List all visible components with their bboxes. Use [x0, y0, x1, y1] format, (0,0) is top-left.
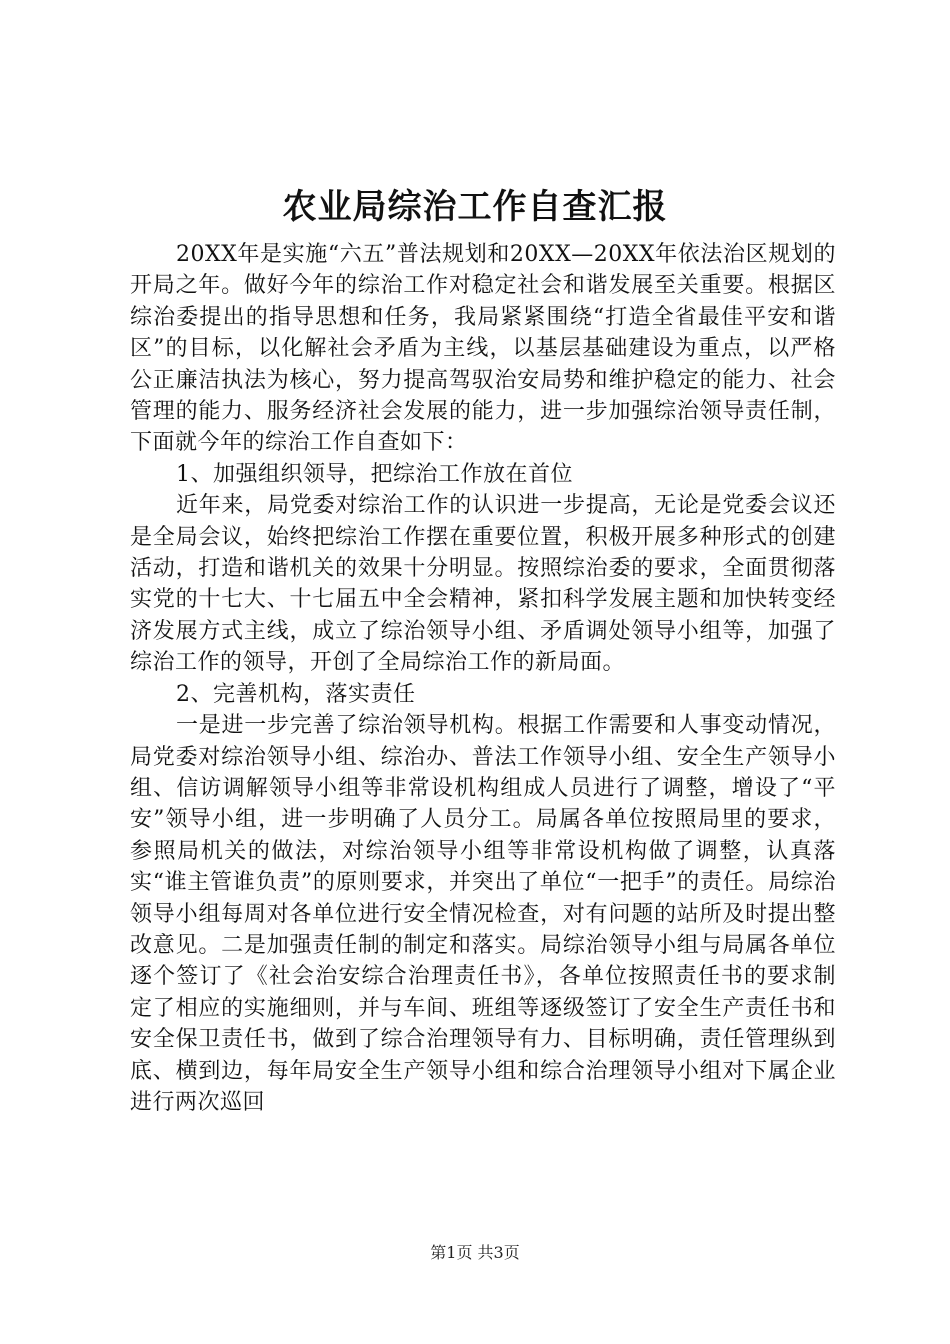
section-heading-2: 2、完善机构，落实责任: [176, 681, 416, 707]
section-1-paragraph: 近年来，局党委对综治工作的认识进一步提高，无论是党委会议还是全局会议，始终把综治工作摆在重要位置，积极开展多种形式的创建活动，打造和谐机关的效果十分明显。按照综治委的要求，全面贯彻落实党的十七大、十七届五中全会精神，紧扣科学发展主题和加快转变经济发展方式主线，成立了综治领导小组、矛盾调处领导小组等，加强了综治工作的领导，开创了全局综治工作的新局面。: [130, 493, 836, 676]
intro-paragraph: 20XX年是实施“六五”普法规划和20XX—20XX年依法治区规划的开局之年。做好今年的综治工作对稳定社会和谐发展至关重要。根据区综治委提出的指导思想和任务，我局紧紧围绕“打造全省最佳平安和谐区”的目标，以化解社会矛盾为主线，以基层基础建设为重点，以严格公正廉洁执法为核心，努力提高驾驭治安局势和维护稳定的能力、社会管理的能力、服务经济社会发展的能力，进一步加强综治领导责任制，下面就今年的综治工作自查如下：: [130, 242, 836, 456]
section-2-paragraph: 一是进一步完善了综治领导机构。根据工作需要和人事变动情况，局党委对综治领导小组、综治办、普法工作领导小组、安全生产领导小组、信访调解领导小组等非常设机构组成人员进行了调整，增设了“平安”领导小组，进一步明确了人员分工。局属各单位按照局里的要求，参照局机关的做法，对综治领导小组等非常设机构做了调整，认真落实“谁主管谁负责”的原则要求，并突出了单位“一把手”的责任。局综治领导小组每周对各单位进行安全情况检查，对有问题的站所及时提出整改意见。二是加强责任制的制定和落实。局综治领导小组与局属各单位逐个签订了《社会治安综合治理责任书》，各单位按照责任书的要求制定了相应的实施细则，并与车间、班组等逐级签订了安全生产责任书和安全保卫责任书，做到了综合治理领导有力、目标明确，责任管理纵到底、横到边，每年局安全生产领导小组和综合治理领导小组对下属企业进行两次巡回: [130, 713, 836, 1115]
section-heading-1: 1、加强组织领导，把综治工作放在首位: [176, 461, 573, 487]
document-body: [130, 239, 836, 1118]
page-footer: 第1页 共3页: [430, 1243, 520, 1262]
document-title: 农业局综治工作自查汇报: [282, 187, 668, 227]
